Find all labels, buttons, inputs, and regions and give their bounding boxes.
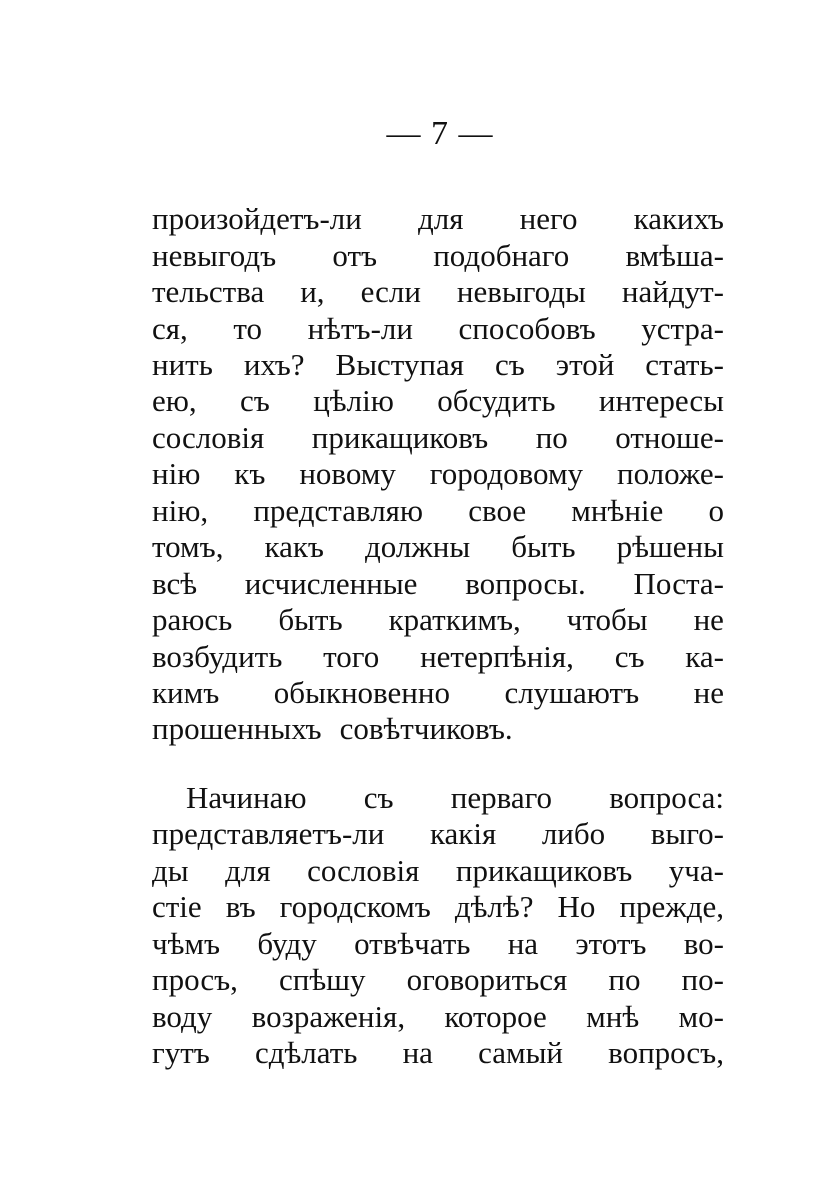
- word: интересы: [598, 383, 724, 418]
- word: съ: [614, 639, 645, 674]
- text-line: [152, 601, 724, 639]
- word: этотъ: [575, 926, 647, 961]
- word: представляю: [253, 493, 424, 528]
- word: по-: [681, 962, 724, 997]
- word: вопросъ,: [608, 1035, 724, 1070]
- text-line: [152, 237, 724, 275]
- text-line: [152, 310, 724, 348]
- word: ею,: [152, 383, 197, 418]
- word: выго-: [650, 816, 724, 851]
- word: положе-: [616, 456, 724, 491]
- word: подобнаго: [433, 238, 570, 273]
- word: тельства: [152, 274, 265, 309]
- word: ка-: [685, 639, 724, 674]
- word: томъ,: [152, 529, 224, 564]
- word: либо: [541, 816, 606, 851]
- word: свое: [468, 493, 527, 528]
- word: стіе: [152, 889, 202, 924]
- word: оговориться: [406, 962, 568, 997]
- word: которое: [444, 999, 547, 1034]
- word: ды: [152, 853, 189, 888]
- word: цѣлію: [313, 383, 394, 418]
- word: гутъ: [152, 1035, 210, 1070]
- word: вопроса:: [609, 780, 724, 815]
- word: возраженія,: [251, 999, 406, 1034]
- word: найдут-: [621, 274, 724, 309]
- word: нію,: [152, 493, 209, 528]
- word: должны: [365, 529, 471, 564]
- word: отноше-: [615, 420, 724, 455]
- text-line: [152, 888, 724, 926]
- word: мо-: [678, 999, 724, 1034]
- word: него: [519, 201, 578, 236]
- word: по: [608, 962, 641, 997]
- text-line: [152, 815, 724, 853]
- word: представляетъ-ли: [152, 816, 385, 851]
- word: мнѣ: [586, 999, 640, 1034]
- word: на: [507, 926, 539, 961]
- word: къ: [234, 456, 266, 491]
- text-line: [186, 779, 724, 817]
- word: устра-: [641, 311, 724, 346]
- text-line: [152, 200, 724, 238]
- word: съ: [363, 780, 394, 815]
- word: дѣлѣ?: [454, 889, 534, 924]
- word: сдѣлать: [254, 1035, 358, 1070]
- word: во-: [683, 926, 724, 961]
- text-line: [152, 710, 724, 748]
- word: быть: [278, 602, 343, 637]
- word: отъ: [332, 238, 378, 273]
- word: стать-: [645, 347, 724, 382]
- word: исчисленные: [244, 566, 418, 601]
- word: то: [233, 311, 262, 346]
- word: возбудить: [152, 639, 283, 674]
- word: если: [360, 274, 421, 309]
- word: того: [323, 639, 380, 674]
- text-line: [152, 852, 724, 890]
- word: для: [417, 201, 464, 236]
- word: съ: [240, 383, 270, 418]
- word: по: [535, 420, 568, 455]
- text-line: [152, 961, 724, 999]
- word: произойдетъ-ли: [152, 201, 362, 236]
- word: вмѣша-: [625, 238, 724, 273]
- word: быть: [511, 529, 576, 564]
- text-line: [152, 419, 724, 457]
- word: и,: [300, 274, 325, 309]
- word: прошенныхъ: [152, 711, 322, 746]
- word: какъ: [264, 529, 324, 564]
- word: нѣтъ-ли: [307, 311, 413, 346]
- word: городскомъ: [279, 889, 431, 924]
- word: не: [693, 675, 724, 710]
- word: рѣшены: [616, 529, 724, 564]
- word: ся,: [152, 311, 188, 346]
- word: въ: [225, 889, 256, 924]
- word: отвѣчать: [354, 926, 471, 961]
- text-line: [152, 382, 724, 420]
- page-number: — 7 —: [386, 115, 494, 152]
- text-line: [152, 925, 724, 963]
- word: кимъ: [152, 675, 220, 710]
- text-line: [152, 565, 724, 603]
- word: раюсь: [152, 602, 233, 637]
- word: мнѣніе: [571, 493, 664, 528]
- text-line: [152, 674, 724, 712]
- word: перваго: [450, 780, 553, 815]
- word: слушаютъ: [504, 675, 640, 710]
- word: чѣмъ: [152, 926, 221, 961]
- word: способовъ: [458, 311, 596, 346]
- word: нію: [152, 456, 201, 491]
- word: буду: [257, 926, 317, 961]
- word: городовому: [429, 456, 584, 491]
- text-line: [152, 528, 724, 566]
- word: обыкновенно: [273, 675, 450, 710]
- word: о: [708, 493, 724, 528]
- word: прежде,: [619, 889, 724, 924]
- text-line: [152, 638, 724, 676]
- word: Начинаю: [186, 780, 307, 815]
- word: съ: [495, 347, 525, 382]
- word: этой: [555, 347, 615, 382]
- word: Поста-: [633, 566, 724, 601]
- word: невыгодъ: [152, 238, 277, 273]
- word: какихъ: [633, 201, 724, 236]
- word: просъ,: [152, 962, 238, 997]
- word: совѣтчиковъ.: [339, 711, 513, 746]
- word: всѣ: [152, 566, 198, 601]
- word: уча-: [668, 853, 724, 888]
- word: обсудить: [437, 383, 556, 418]
- word: спѣшу: [278, 962, 366, 997]
- word: нить: [152, 347, 213, 382]
- word: нетерпѣнія,: [420, 639, 574, 674]
- word: воду: [152, 999, 213, 1034]
- text-line: [152, 273, 724, 311]
- text-line: [152, 492, 724, 530]
- word: какія: [429, 816, 497, 851]
- word: ихъ?: [243, 347, 305, 382]
- word: для: [225, 853, 271, 888]
- text-line: [152, 455, 724, 493]
- word: сословія: [152, 420, 265, 455]
- word: не: [693, 602, 724, 637]
- word: сословія: [307, 853, 420, 888]
- text-line: [152, 1034, 724, 1072]
- word: на: [402, 1035, 433, 1070]
- word: вопросы.: [465, 566, 586, 601]
- text-line: [152, 346, 724, 384]
- word: Выступая: [335, 347, 465, 382]
- word: самый: [478, 1035, 563, 1070]
- word: чтобы: [566, 602, 648, 637]
- word: прикащиковъ: [311, 420, 489, 455]
- word: краткимъ,: [388, 602, 521, 637]
- text-line: [152, 998, 724, 1036]
- word: невыгоды: [456, 274, 586, 309]
- word: прикащиковъ: [455, 853, 633, 888]
- word: Но: [557, 889, 596, 924]
- word: новому: [299, 456, 396, 491]
